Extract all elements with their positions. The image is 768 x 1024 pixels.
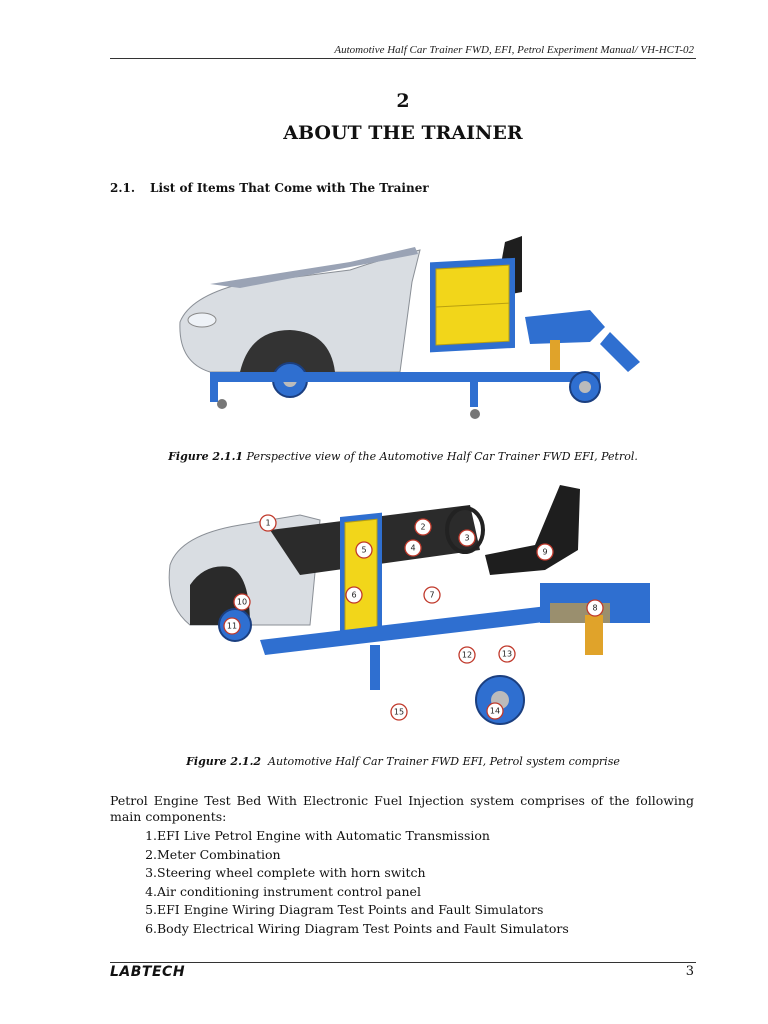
list-item bbox=[110, 846, 569, 865]
callout-1 bbox=[260, 515, 276, 531]
callout-7-label: 7 bbox=[429, 590, 435, 600]
callout-13-label: 13 bbox=[501, 649, 513, 659]
callout-8 bbox=[587, 600, 603, 616]
list-item-number: 1. bbox=[145, 828, 157, 843]
list-item-text: Air conditioning instrument control panel bbox=[157, 883, 421, 899]
list-item-number: 2. bbox=[145, 846, 157, 862]
labtech-logo: LABTECH bbox=[110, 964, 186, 980]
chapter-number: 2 bbox=[396, 90, 410, 112]
list-item bbox=[110, 901, 569, 920]
header-rule bbox=[110, 58, 696, 59]
list-item-number: 3. bbox=[145, 865, 157, 880]
callout-15-label: 15 bbox=[393, 707, 405, 717]
list-item-text: EFI Live Petrol Engine with Automatic Transmission bbox=[157, 828, 490, 843]
figure-1-caption bbox=[0, 450, 768, 463]
list-item-number: 6. bbox=[145, 920, 157, 936]
figure-2-label: Figure 2.1.2 bbox=[186, 755, 262, 768]
chapter-title: ABOUT THE TRAINER bbox=[283, 122, 523, 144]
page-number: 3 bbox=[685, 964, 694, 979]
callout-4-label: 4 bbox=[410, 543, 416, 553]
callout-2-label: 2 bbox=[420, 522, 426, 532]
trainer-perspective-image bbox=[150, 222, 650, 432]
components-list bbox=[110, 827, 569, 938]
callout-1-label: 1 bbox=[265, 518, 271, 528]
callout-7 bbox=[424, 587, 440, 603]
callout-14 bbox=[487, 703, 503, 719]
figure-1-label: Figure 2.1.1 bbox=[168, 450, 244, 463]
list-item-number: 5. bbox=[145, 902, 157, 917]
callout-15 bbox=[391, 704, 407, 720]
section-number: 2.1. bbox=[110, 181, 136, 195]
list-item-text: Body Electrical Wiring Diagram Test Points and Fault Simulators bbox=[157, 920, 569, 936]
list-item-text: EFI Engine Wiring Diagram Test Points and Fault Simulators bbox=[157, 902, 544, 917]
callout-11-label: 11 bbox=[226, 621, 238, 631]
callout-3-label: 3 bbox=[464, 533, 470, 543]
callout-12-label: 12 bbox=[461, 650, 473, 660]
list-item-number: 4. bbox=[145, 883, 157, 899]
list-item bbox=[110, 864, 569, 883]
figure-1-caption-text: Perspective view of the Automotive Half Car Trainer FWD EFI, Petrol. bbox=[246, 450, 638, 463]
section-heading bbox=[110, 181, 429, 195]
list-item-text: Steering wheel complete with horn switch bbox=[157, 865, 426, 880]
list-item-text: Meter Combination bbox=[157, 846, 281, 862]
callout-12 bbox=[459, 647, 475, 663]
section-title: List of Items That Come with The Trainer bbox=[150, 181, 429, 195]
intro-paragraph: Petrol Engine Test Bed With Electronic Fuel Injection system comprises of the following main components: bbox=[110, 793, 694, 824]
trainer-components-image bbox=[150, 475, 670, 730]
callout-11 bbox=[224, 618, 240, 634]
callout-2 bbox=[415, 519, 431, 535]
figure-2-caption bbox=[0, 755, 768, 768]
list-item bbox=[110, 920, 569, 939]
callout-6-label: 6 bbox=[351, 590, 357, 600]
footer-rule bbox=[110, 962, 696, 963]
callout-9-label: 9 bbox=[542, 547, 548, 557]
figure-2-caption-text: Automotive Half Car Trainer FWD EFI, Petrol system comprise bbox=[268, 755, 620, 768]
callout-13 bbox=[499, 646, 515, 662]
callout-6 bbox=[346, 587, 362, 603]
callout-5-label: 5 bbox=[361, 545, 367, 555]
running-header: Automotive Half Car Trainer FWD, EFI, Petrol Experiment Manual/ VH-HCT-02 bbox=[334, 44, 694, 56]
callout-10 bbox=[234, 594, 250, 610]
callout-3 bbox=[459, 530, 475, 546]
callout-9 bbox=[537, 544, 553, 560]
callout-8-label: 8 bbox=[592, 603, 598, 613]
list-item bbox=[110, 827, 569, 846]
callout-5 bbox=[356, 542, 372, 558]
callout-14-label: 14 bbox=[489, 706, 501, 716]
list-item bbox=[110, 883, 569, 902]
callout-4 bbox=[405, 540, 421, 556]
callout-10-label: 10 bbox=[236, 597, 248, 607]
